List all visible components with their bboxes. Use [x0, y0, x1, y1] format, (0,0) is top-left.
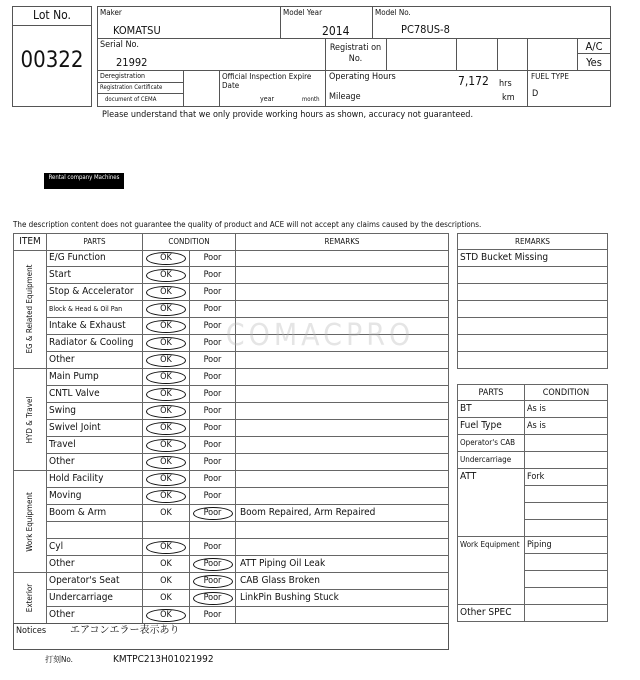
- divider: [372, 6, 373, 38]
- operating-hours-label: Operating Hours: [329, 72, 396, 82]
- maker-label: Maker: [100, 8, 122, 17]
- ok-label: OK: [160, 457, 172, 467]
- part-name: Travel: [47, 437, 143, 454]
- poor-label: Poor: [203, 457, 222, 467]
- ok-label: OK: [160, 440, 172, 450]
- spec-condition: As is: [525, 401, 608, 418]
- remark: [236, 522, 449, 539]
- remark: [236, 403, 449, 420]
- table-row: [47, 505, 449, 522]
- part-name: Swivel Joint: [47, 420, 143, 437]
- ok-cell: [143, 590, 190, 607]
- poor-cell: [190, 403, 236, 420]
- table-row: [47, 454, 449, 471]
- spec-part: Undercarriage: [457, 452, 525, 469]
- remark: [236, 284, 449, 301]
- remark: Boom Repaired, Arm Repaired: [236, 505, 449, 522]
- side-remark-row: [457, 352, 608, 369]
- table-row: [47, 284, 449, 301]
- group-label: Work Equipment: [25, 491, 34, 552]
- group-label: Exterior: [25, 583, 34, 613]
- ok-cell: [143, 607, 190, 624]
- poor-label: Poor: [203, 372, 222, 382]
- poor-label: Poor: [203, 542, 222, 552]
- divider: [97, 70, 611, 71]
- selected-condition-circle: [146, 456, 186, 469]
- ok-cell: [143, 539, 190, 556]
- selected-condition-circle: [146, 405, 186, 418]
- ok-cell: [143, 471, 190, 488]
- watermark: COMACPRO: [225, 318, 415, 353]
- maker-value: KOMATSU: [113, 24, 161, 37]
- selected-condition-circle: [193, 558, 233, 571]
- ok-cell: [143, 386, 190, 403]
- ac-label: A/C: [585, 40, 603, 53]
- poor-label: Poor: [203, 304, 222, 314]
- remark: [236, 539, 449, 556]
- lot-label: Lot No.: [33, 8, 71, 22]
- poor-label: Poor: [203, 287, 222, 297]
- poor-label: Poor: [203, 338, 222, 348]
- ok-label: OK: [160, 270, 172, 280]
- remark: [236, 420, 449, 437]
- registration-certificate-label: Registration Certificate: [100, 84, 163, 91]
- selected-condition-circle: [146, 252, 186, 265]
- part-name: Other: [47, 352, 143, 369]
- stamp-label: 打刻No.: [45, 655, 73, 664]
- side-remark-row: [457, 267, 608, 284]
- fuel-type-value: D: [532, 89, 539, 99]
- poor-label: Poor: [203, 389, 222, 399]
- ok-label: OK: [160, 542, 172, 552]
- poor-cell: [190, 607, 236, 624]
- ok-label: OK: [160, 576, 172, 586]
- selected-condition-circle: [146, 439, 186, 452]
- selected-condition-circle: [146, 422, 186, 435]
- poor-label: Poor: [203, 423, 222, 433]
- part-name: E/G Function: [47, 250, 143, 267]
- remark: CAB Glass Broken: [236, 573, 449, 590]
- part-name: Operator's Seat: [47, 573, 143, 590]
- remark: [236, 607, 449, 624]
- ok-cell: [143, 352, 190, 369]
- spec-condition: [525, 571, 608, 588]
- ok-label: OK: [160, 610, 172, 620]
- part-name: Stop & Accelerator: [47, 284, 143, 301]
- part-name: Main Pump: [47, 369, 143, 386]
- spec-condition: Fork: [525, 469, 608, 486]
- poor-label: Poor: [203, 559, 222, 569]
- divider: [527, 38, 528, 107]
- ok-label: OK: [160, 304, 172, 314]
- hrs-unit: hrs: [499, 79, 512, 89]
- divider: [456, 38, 457, 70]
- part-name: Other: [47, 607, 143, 624]
- remark: LinkPin Bushing Stuck: [236, 590, 449, 607]
- table-row: [47, 590, 449, 607]
- ok-label: OK: [160, 389, 172, 399]
- serial-label: Serial No.: [100, 40, 139, 50]
- ok-cell: [143, 403, 190, 420]
- table-row: [47, 539, 449, 556]
- spec-condition: [525, 605, 608, 622]
- ok-label: OK: [160, 321, 172, 331]
- side-remark-row: [457, 301, 608, 318]
- part-name: Undercarriage: [47, 590, 143, 607]
- poor-cell: [190, 454, 236, 471]
- poor-cell: [190, 522, 236, 539]
- divider: [183, 70, 184, 107]
- part-name: Radiator & Cooling: [47, 335, 143, 352]
- ok-label: OK: [160, 423, 172, 433]
- inspection-label: Official Inspection Expire Date: [222, 72, 312, 90]
- group-cell: [13, 471, 47, 573]
- table-row: [47, 250, 449, 267]
- ok-cell: [143, 437, 190, 454]
- divider: [280, 6, 281, 38]
- spec-part: Other SPEC: [457, 605, 525, 622]
- selected-condition-circle: [193, 507, 233, 520]
- poor-cell: [190, 505, 236, 522]
- notices-text: エアコンエラー表示あり: [70, 625, 180, 636]
- poor-cell: [190, 386, 236, 403]
- ok-cell: [143, 454, 190, 471]
- poor-label: Poor: [203, 440, 222, 450]
- divider: [219, 70, 220, 107]
- selected-condition-circle: [146, 541, 186, 554]
- poor-label: Poor: [203, 610, 222, 620]
- remark: [236, 301, 449, 318]
- remark: [236, 454, 449, 471]
- stamp-value: KMTPC213H01021992: [113, 654, 214, 665]
- part-name: Start: [47, 267, 143, 284]
- divider: [386, 38, 387, 70]
- operating-hours-value: 7,172: [458, 74, 489, 88]
- model-no-label: Model No.: [375, 8, 411, 17]
- remark: [236, 250, 449, 267]
- selected-condition-circle: [146, 269, 186, 282]
- ok-cell: [143, 522, 190, 539]
- poor-label: Poor: [203, 491, 222, 501]
- spec-part: Work Equipment: [457, 537, 525, 605]
- ok-cell: [143, 556, 190, 573]
- selected-condition-circle: [146, 354, 186, 367]
- selected-condition-circle: [193, 575, 233, 588]
- ok-label: OK: [160, 372, 172, 382]
- ok-cell: [143, 250, 190, 267]
- remark: [236, 386, 449, 403]
- selected-condition-circle: [146, 490, 186, 503]
- spec-condition: [525, 503, 608, 520]
- registration-label: Registrati on No.: [329, 43, 382, 64]
- header-item: ITEM: [13, 234, 47, 251]
- spec-condition: [525, 486, 608, 503]
- table-row: [47, 403, 449, 420]
- remark: [236, 437, 449, 454]
- selected-condition-circle: [146, 371, 186, 384]
- ok-label: OK: [160, 491, 172, 501]
- part-name: [47, 522, 143, 539]
- table-row: [47, 267, 449, 284]
- remark: [236, 352, 449, 369]
- hours-note: Please understand that we only provide working hours as shown, accuracy not guaranteed.: [102, 110, 474, 120]
- ok-cell: [143, 267, 190, 284]
- selected-condition-circle: [146, 609, 186, 622]
- group-cell: [13, 369, 47, 471]
- mileage-label: Mileage: [329, 92, 361, 102]
- part-name: Cyl: [47, 539, 143, 556]
- poor-cell: [190, 471, 236, 488]
- fuel-type-label: FUEL TYPE: [531, 72, 569, 81]
- poor-cell: [190, 556, 236, 573]
- spec-condition: [525, 554, 608, 571]
- lot-number: 00322: [20, 48, 84, 73]
- poor-cell: [190, 352, 236, 369]
- part-name: Hold Facility: [47, 471, 143, 488]
- divider: [325, 38, 326, 107]
- spec-part: Fuel Type: [457, 418, 525, 435]
- remark: [236, 369, 449, 386]
- ac-value: Yes: [586, 56, 602, 69]
- selected-condition-circle: [193, 592, 233, 605]
- table-row: [47, 301, 449, 318]
- rental-company-badge: Rental company Machines: [44, 173, 124, 189]
- spec-condition: As is: [525, 418, 608, 435]
- header-parts: PARTS: [47, 234, 143, 251]
- ok-cell: [143, 284, 190, 301]
- poor-label: Poor: [203, 270, 222, 280]
- part-name: CNTL Valve: [47, 386, 143, 403]
- poor-label: Poor: [203, 406, 222, 416]
- table-row: [47, 420, 449, 437]
- table-row: [47, 488, 449, 505]
- spec-condition: [525, 435, 608, 452]
- part-name: Moving: [47, 488, 143, 505]
- poor-cell: [190, 573, 236, 590]
- table-row: [47, 369, 449, 386]
- spec-part: ATT: [457, 469, 525, 537]
- remark: [236, 267, 449, 284]
- ok-label: OK: [160, 355, 172, 365]
- part-name: Other: [47, 556, 143, 573]
- spec-condition: [525, 520, 608, 537]
- year-label: year: [260, 95, 275, 103]
- part-name: Swing: [47, 403, 143, 420]
- poor-label: Poor: [203, 474, 222, 484]
- side-remark-row: STD Bucket Missing: [457, 250, 608, 267]
- remark: [236, 488, 449, 505]
- side-remark-row: [457, 318, 608, 335]
- side-remark-row: [457, 335, 608, 352]
- divider: [497, 38, 498, 70]
- ok-label: OK: [160, 559, 172, 569]
- spec-condition-header: CONDITION: [525, 384, 608, 401]
- side-remarks-header: REMARKS: [457, 233, 608, 250]
- divider: [577, 53, 611, 54]
- ok-cell: [143, 369, 190, 386]
- poor-label: Poor: [203, 576, 222, 586]
- ok-cell: [143, 505, 190, 522]
- km-unit: km: [502, 93, 515, 103]
- poor-cell: [190, 267, 236, 284]
- ok-label: OK: [160, 287, 172, 297]
- notices-label: Notices: [16, 626, 47, 636]
- divider: [97, 38, 611, 39]
- table-row: [47, 607, 449, 624]
- ok-cell: [143, 488, 190, 505]
- poor-cell: [190, 369, 236, 386]
- table-header: [13, 233, 449, 250]
- poor-label: Poor: [203, 355, 222, 365]
- ok-cell: [143, 420, 190, 437]
- deregistration-label: Deregistration: [100, 72, 146, 80]
- serial-value: 21992: [116, 56, 148, 69]
- group-label: HYD & Travel: [25, 396, 34, 443]
- poor-cell: [190, 284, 236, 301]
- ok-cell: [143, 573, 190, 590]
- part-name: Block & Head & Oil Pan: [47, 301, 143, 318]
- poor-cell: [190, 539, 236, 556]
- group-cell: [13, 573, 47, 624]
- ok-label: OK: [160, 406, 172, 416]
- poor-cell: [190, 420, 236, 437]
- side-remark-row: [457, 284, 608, 301]
- table-row: [47, 522, 449, 539]
- part-name: Boom & Arm: [47, 505, 143, 522]
- spec-condition: [525, 452, 608, 469]
- header-condition: CONDITION: [143, 234, 236, 251]
- table-row: [47, 471, 449, 488]
- remark: [236, 471, 449, 488]
- table-row: [47, 556, 449, 573]
- poor-cell: [190, 301, 236, 318]
- table-row: [47, 573, 449, 590]
- model-year-label: Model Year: [283, 8, 323, 17]
- part-name: Other: [47, 454, 143, 471]
- ok-label: OK: [160, 508, 172, 518]
- ok-label: OK: [160, 253, 172, 263]
- ok-label: OK: [160, 593, 172, 603]
- table-row: [47, 437, 449, 454]
- selected-condition-circle: [146, 286, 186, 299]
- selected-condition-circle: [146, 473, 186, 486]
- remark: ATT Piping Oil Leak: [236, 556, 449, 573]
- poor-label: Poor: [203, 321, 222, 331]
- poor-label: Poor: [203, 508, 222, 518]
- header-remarks: REMARKS: [236, 234, 449, 251]
- poor-cell: [190, 437, 236, 454]
- spec-part: Operator's CAB: [457, 435, 525, 452]
- poor-cell: [190, 488, 236, 505]
- month-label: month: [302, 96, 320, 103]
- ok-label: OK: [160, 338, 172, 348]
- cema-label: document of CEMA: [105, 96, 157, 103]
- poor-cell: [190, 250, 236, 267]
- table-row: [47, 352, 449, 369]
- table-row: [47, 386, 449, 403]
- poor-label: Poor: [203, 593, 222, 603]
- ok-cell: [143, 301, 190, 318]
- poor-cell: [190, 590, 236, 607]
- disclaimer: The description content does not guarantee the quality of product and ACE will not accept any claims caused by the descriptions.: [13, 220, 482, 229]
- ok-label: OK: [160, 474, 172, 484]
- spec-condition: Piping: [525, 537, 608, 554]
- group-label: EG & Related Equipment: [25, 264, 34, 354]
- model-no-value: PC78US-8: [401, 23, 450, 36]
- spec-condition: [525, 588, 608, 605]
- part-name: Intake & Exhaust: [47, 318, 143, 335]
- selected-condition-circle: [146, 388, 186, 401]
- model-year-value: 2014: [322, 24, 350, 38]
- spec-part: BT: [457, 401, 525, 418]
- poor-label: Poor: [203, 253, 222, 263]
- selected-condition-circle: [146, 303, 186, 316]
- spec-parts-header: PARTS: [457, 384, 525, 401]
